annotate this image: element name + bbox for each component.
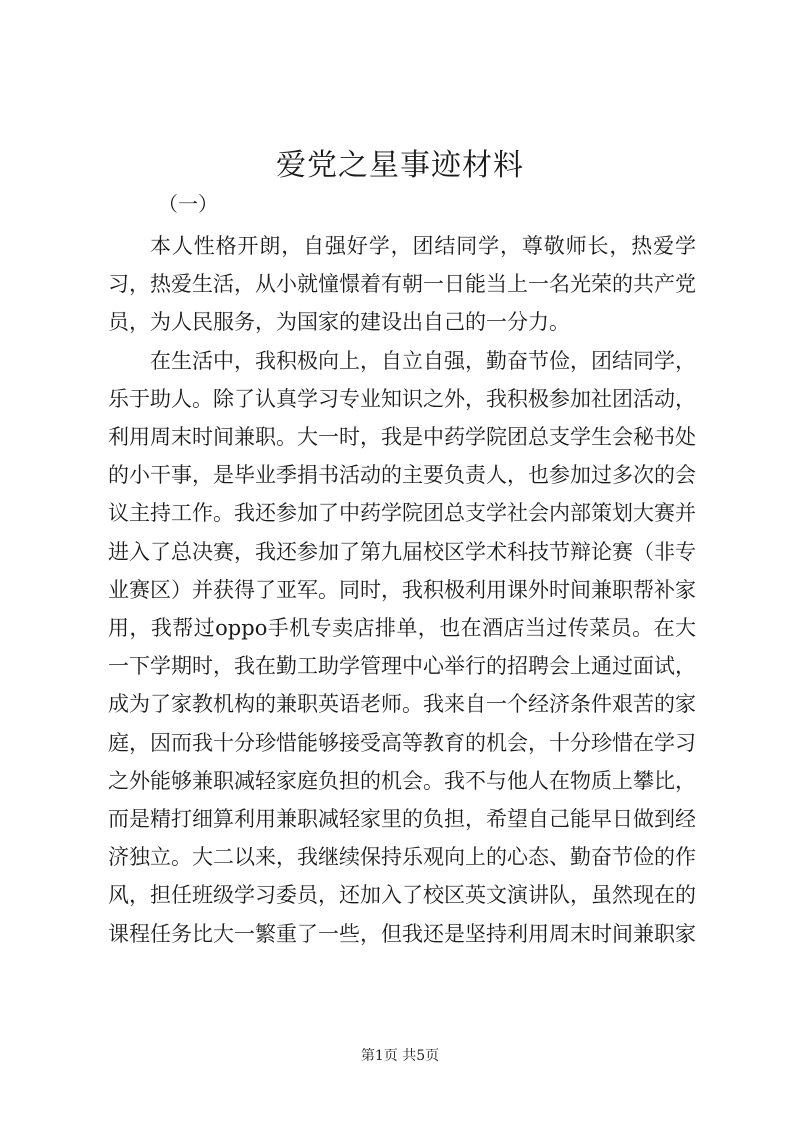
document-title: 爱党之星事迹材料 (276, 148, 524, 183)
paragraph-2: 在生活中，我积极向上，自立自强，勤奋节俭，团结同学，乐于助人。除了认真学习专业知识之外，我积极参加社团活动，利用周末时间兼职。大一时，我是中药学院团总支学生会秘书处的小干事，是毕业季捐书活动的主要负责人，也参加过多次的会议主持工作。我还参加了中药学院团总支学社会内部策划大赛并进入了总决赛，我还参加了第九届校区学术科技节辩论赛（非专业赛区）并获得了亚军。同时，我积极利用课外时间兼职帮补家用，我帮过oppo手机专卖店排单，也在酒店当过传菜员。在大一下学期时，我在勤工助学管理中心举行的招聘会上通过面试，成为了家教机构的兼职英语老师。我来自一个经济条件艰苦的家庭，因而我十分珍惜能够接受高等教育的机会，十分珍惜在学习之外能够兼职减轻家庭负担的机会。我不与他人在物质上攀比，而是精打细算利用兼职减轻家里的负担，希望自己能早日做到经济独立。大二以来，我继续保持乐观向上的心态、勤奋节俭的作风，担任班级学习委员，还加入了校区英文演讲队，虽然现在的课程任务比大一繁重了一些，但我还是坚持利用周末时间兼职家 (108, 348, 696, 946)
page-footer: 第1页 共5页 (360, 1048, 440, 1064)
document-body (108, 227, 696, 953)
section-heading: （一） (158, 192, 218, 216)
paragraph-1: 本人性格开朗，自强好学，团结同学，尊敬师长，热爱学习，热爱生活，从小就憧憬着有朝一日能当上一名光荣的共产党员，为人民服务，为国家的建设出自己的一分力。 (108, 234, 696, 335)
